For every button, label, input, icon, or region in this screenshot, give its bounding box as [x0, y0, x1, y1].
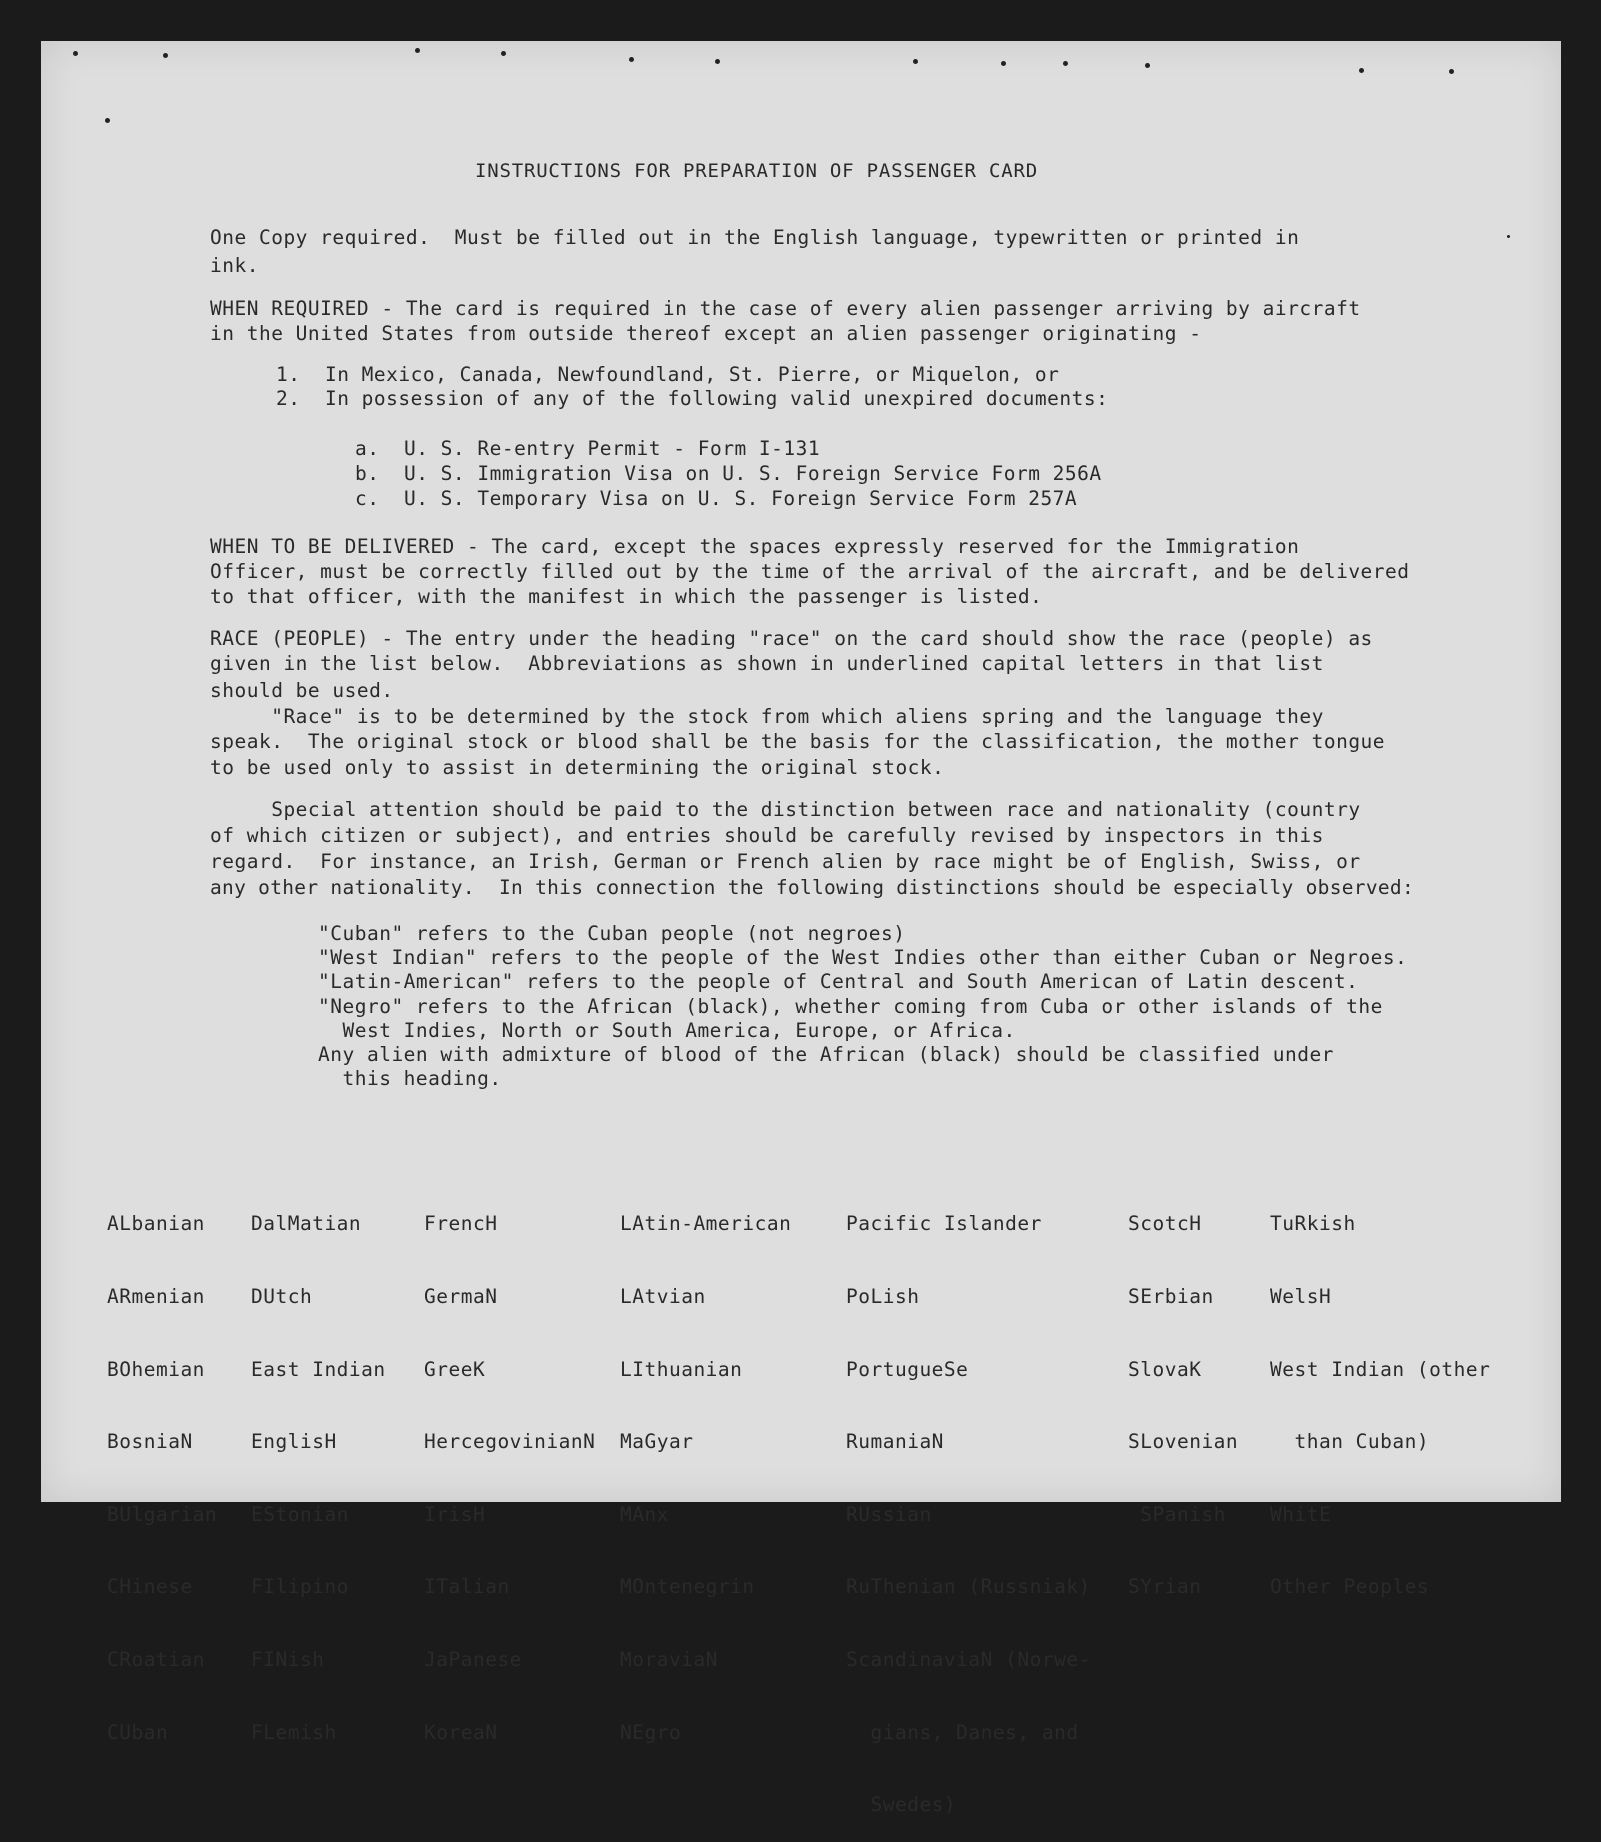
race-list-column-2	[251, 1164, 386, 1769]
race-entry: BUlgarian	[107, 1502, 218, 1526]
margin-mark	[73, 51, 78, 56]
when-delivered-line: Officer, must be correctly filled out by the time of the arrival of the aircraft, and be delivered	[210, 560, 1410, 583]
race-entry: SLovenian	[1128, 1430, 1239, 1454]
race-line: "Race" is to be determined by the stock from which aliens spring and the language they	[210, 705, 1324, 728]
race-entry: CUban	[107, 1720, 169, 1744]
distinction-line: this heading.	[318, 1067, 502, 1090]
margin-mark	[105, 118, 110, 123]
race-entry: West Indian (other	[1270, 1357, 1491, 1381]
race-line: to be used only to assist in determining the original stock.	[210, 756, 945, 779]
race-entry: MAnx	[620, 1502, 669, 1526]
margin-mark	[501, 51, 506, 56]
margin-mark	[1145, 63, 1150, 68]
margin-mark	[913, 59, 918, 64]
special-line: regard. For instance, an Irish, German or French alien by race might be of English, Swiss, or	[210, 850, 1361, 873]
race-entry: KoreaN	[424, 1720, 498, 1744]
race-entry: SPanish	[1128, 1502, 1226, 1526]
when-required-line: WHEN REQUIRED - The card is required in the case of every alien passenger arriving by aircraft	[210, 297, 1361, 320]
race-entry: FrencH	[424, 1212, 498, 1236]
race-entry: BOhemian	[107, 1357, 205, 1381]
distinction-line: "Negro" refers to the African (black), whether coming from Cuba or other islands of the	[318, 995, 1383, 1018]
when-delivered-line: to that officer, with the manifest in which the passenger is listed.	[210, 585, 1043, 608]
race-entry: LAtin-American	[620, 1212, 792, 1236]
race-entry: SYrian	[1128, 1575, 1202, 1599]
race-entry: RuThenian (Russniak)	[846, 1575, 1091, 1599]
race-entry: Swedes)	[846, 1793, 957, 1817]
intro-line: One Copy required. Must be filled out in the English language, typewritten or printed in	[210, 226, 1300, 249]
race-list-column-7	[1270, 1164, 1490, 1624]
document-item: b. U. S. Immigration Visa on U. S. Foreign Service Form 256A	[355, 462, 1102, 485]
race-entry: Other Peoples	[1270, 1575, 1430, 1599]
exception-item: 2. In possession of any of the following valid unexpired documents:	[276, 387, 1109, 410]
race-entry: JaPanese	[424, 1647, 522, 1671]
race-entry: LAtvian	[620, 1285, 706, 1308]
when-required-line: in the United States from outside thereof except an alien passenger originating -	[210, 322, 1202, 345]
margin-mark	[415, 48, 420, 53]
race-entry: MOntenegrin	[620, 1575, 755, 1599]
intro-line: ink.	[210, 254, 259, 277]
margin-mark	[1001, 61, 1006, 66]
race-line: should be used.	[210, 679, 394, 702]
race-entry: MoraviaN	[620, 1647, 718, 1671]
race-entry: NEgro	[620, 1720, 682, 1744]
document-item: a. U. S. Re-entry Permit - Form I-131	[355, 437, 821, 460]
race-entry: PoLish	[846, 1285, 920, 1308]
race-entry: FINish	[251, 1647, 325, 1671]
race-entry: HercegovinianN	[424, 1430, 596, 1454]
margin-mark	[629, 57, 634, 62]
margin-mark	[1507, 235, 1510, 238]
special-line: Special attention should be paid to the distinction between race and nationality (country	[210, 798, 1361, 821]
race-entry: FIlipino	[251, 1575, 349, 1599]
race-entry: IrisH	[424, 1502, 486, 1526]
race-entry: BosniaN	[107, 1430, 193, 1454]
race-entry: ARmenian	[107, 1285, 205, 1308]
race-line: given in the list below. Abbreviations as shown in underlined capital letters in that list	[210, 652, 1324, 675]
race-entry: EStonian	[251, 1502, 349, 1526]
special-line: any other nationality. In this connection the following distinctions should be especially observed:	[210, 876, 1414, 899]
distinction-line: West Indies, North or South America, Europe, or Africa.	[318, 1019, 1016, 1042]
race-entry: ScotcH	[1128, 1212, 1202, 1236]
exception-item: 1. In Mexico, Canada, Newfoundland, St. Pierre, or Miquelon, or	[276, 363, 1060, 386]
race-entry: GermaN	[424, 1285, 498, 1308]
race-entry: TuRkish	[1270, 1212, 1356, 1236]
race-entry: than Cuban)	[1270, 1430, 1430, 1454]
margin-mark	[1449, 69, 1454, 74]
race-list-column-1	[107, 1164, 217, 1769]
race-line: RACE (PEOPLE) - The entry under the heading "race" on the card should show the race (people) as	[210, 627, 1373, 650]
race-entry: GreeK	[424, 1357, 486, 1381]
distinction-line: "Cuban" refers to the Cuban people (not negroes)	[318, 922, 906, 945]
race-list-column-5	[846, 1164, 1091, 1842]
race-entry: CHinese	[107, 1575, 193, 1599]
race-entry: MaGyar	[620, 1430, 694, 1454]
margin-mark	[1063, 61, 1068, 66]
page-title: INSTRUCTIONS FOR PREPARATION OF PASSENGER CARD	[475, 160, 1038, 182]
race-entry: RUssian	[846, 1502, 932, 1526]
race-entry: East Indian	[251, 1357, 386, 1381]
race-entry: ScandinaviaN (Norwe-	[846, 1647, 1091, 1671]
race-list-column-6	[1128, 1164, 1238, 1624]
distinction-line: Any alien with admixture of blood of the African (black) should be classified under	[318, 1043, 1334, 1066]
race-entry: CRoatian	[107, 1647, 205, 1671]
when-delivered-line: WHEN TO BE DELIVERED - The card, except the spaces expressly reserved for the Immigration	[210, 535, 1300, 558]
race-entry: EnglisH	[251, 1430, 337, 1454]
race-list-column-3	[424, 1164, 595, 1769]
race-entry: gians, Danes, and	[846, 1720, 1079, 1744]
race-entry: DalMatian	[251, 1212, 362, 1236]
race-entry: SErbian	[1128, 1285, 1214, 1308]
race-entry: ALbanian	[107, 1212, 205, 1236]
race-entry: ITalian	[424, 1575, 510, 1599]
race-entry: RumaniaN	[846, 1430, 944, 1454]
race-line: speak. The original stock or blood shall be the basis for the classification, the mother tongue	[210, 730, 1386, 753]
margin-mark	[1359, 68, 1364, 73]
special-line: of which citizen or subject), and entries should be carefully revised by inspectors in this	[210, 824, 1324, 847]
margin-mark	[163, 53, 168, 58]
race-list-column-4	[620, 1164, 791, 1769]
distinction-line: "West Indian" refers to the people of the West Indies other than either Cuban or Negroes.	[318, 946, 1408, 969]
race-entry: FLemish	[251, 1720, 337, 1744]
race-entry: LIthuanian	[620, 1357, 743, 1381]
race-entry: WhitE	[1270, 1502, 1332, 1526]
race-entry: Pacific Islander	[846, 1212, 1042, 1236]
document-item: c. U. S. Temporary Visa on U. S. Foreign Service Form 257A	[355, 487, 1078, 510]
race-entry: SlovaK	[1128, 1357, 1202, 1381]
race-entry: PortugueSe	[846, 1357, 969, 1381]
race-entry: WelsH	[1270, 1285, 1332, 1308]
distinction-line: "Latin-American" refers to the people of Central and South American of Latin descent.	[318, 970, 1359, 993]
race-entry: DUtch	[251, 1285, 313, 1308]
margin-mark	[715, 59, 720, 64]
